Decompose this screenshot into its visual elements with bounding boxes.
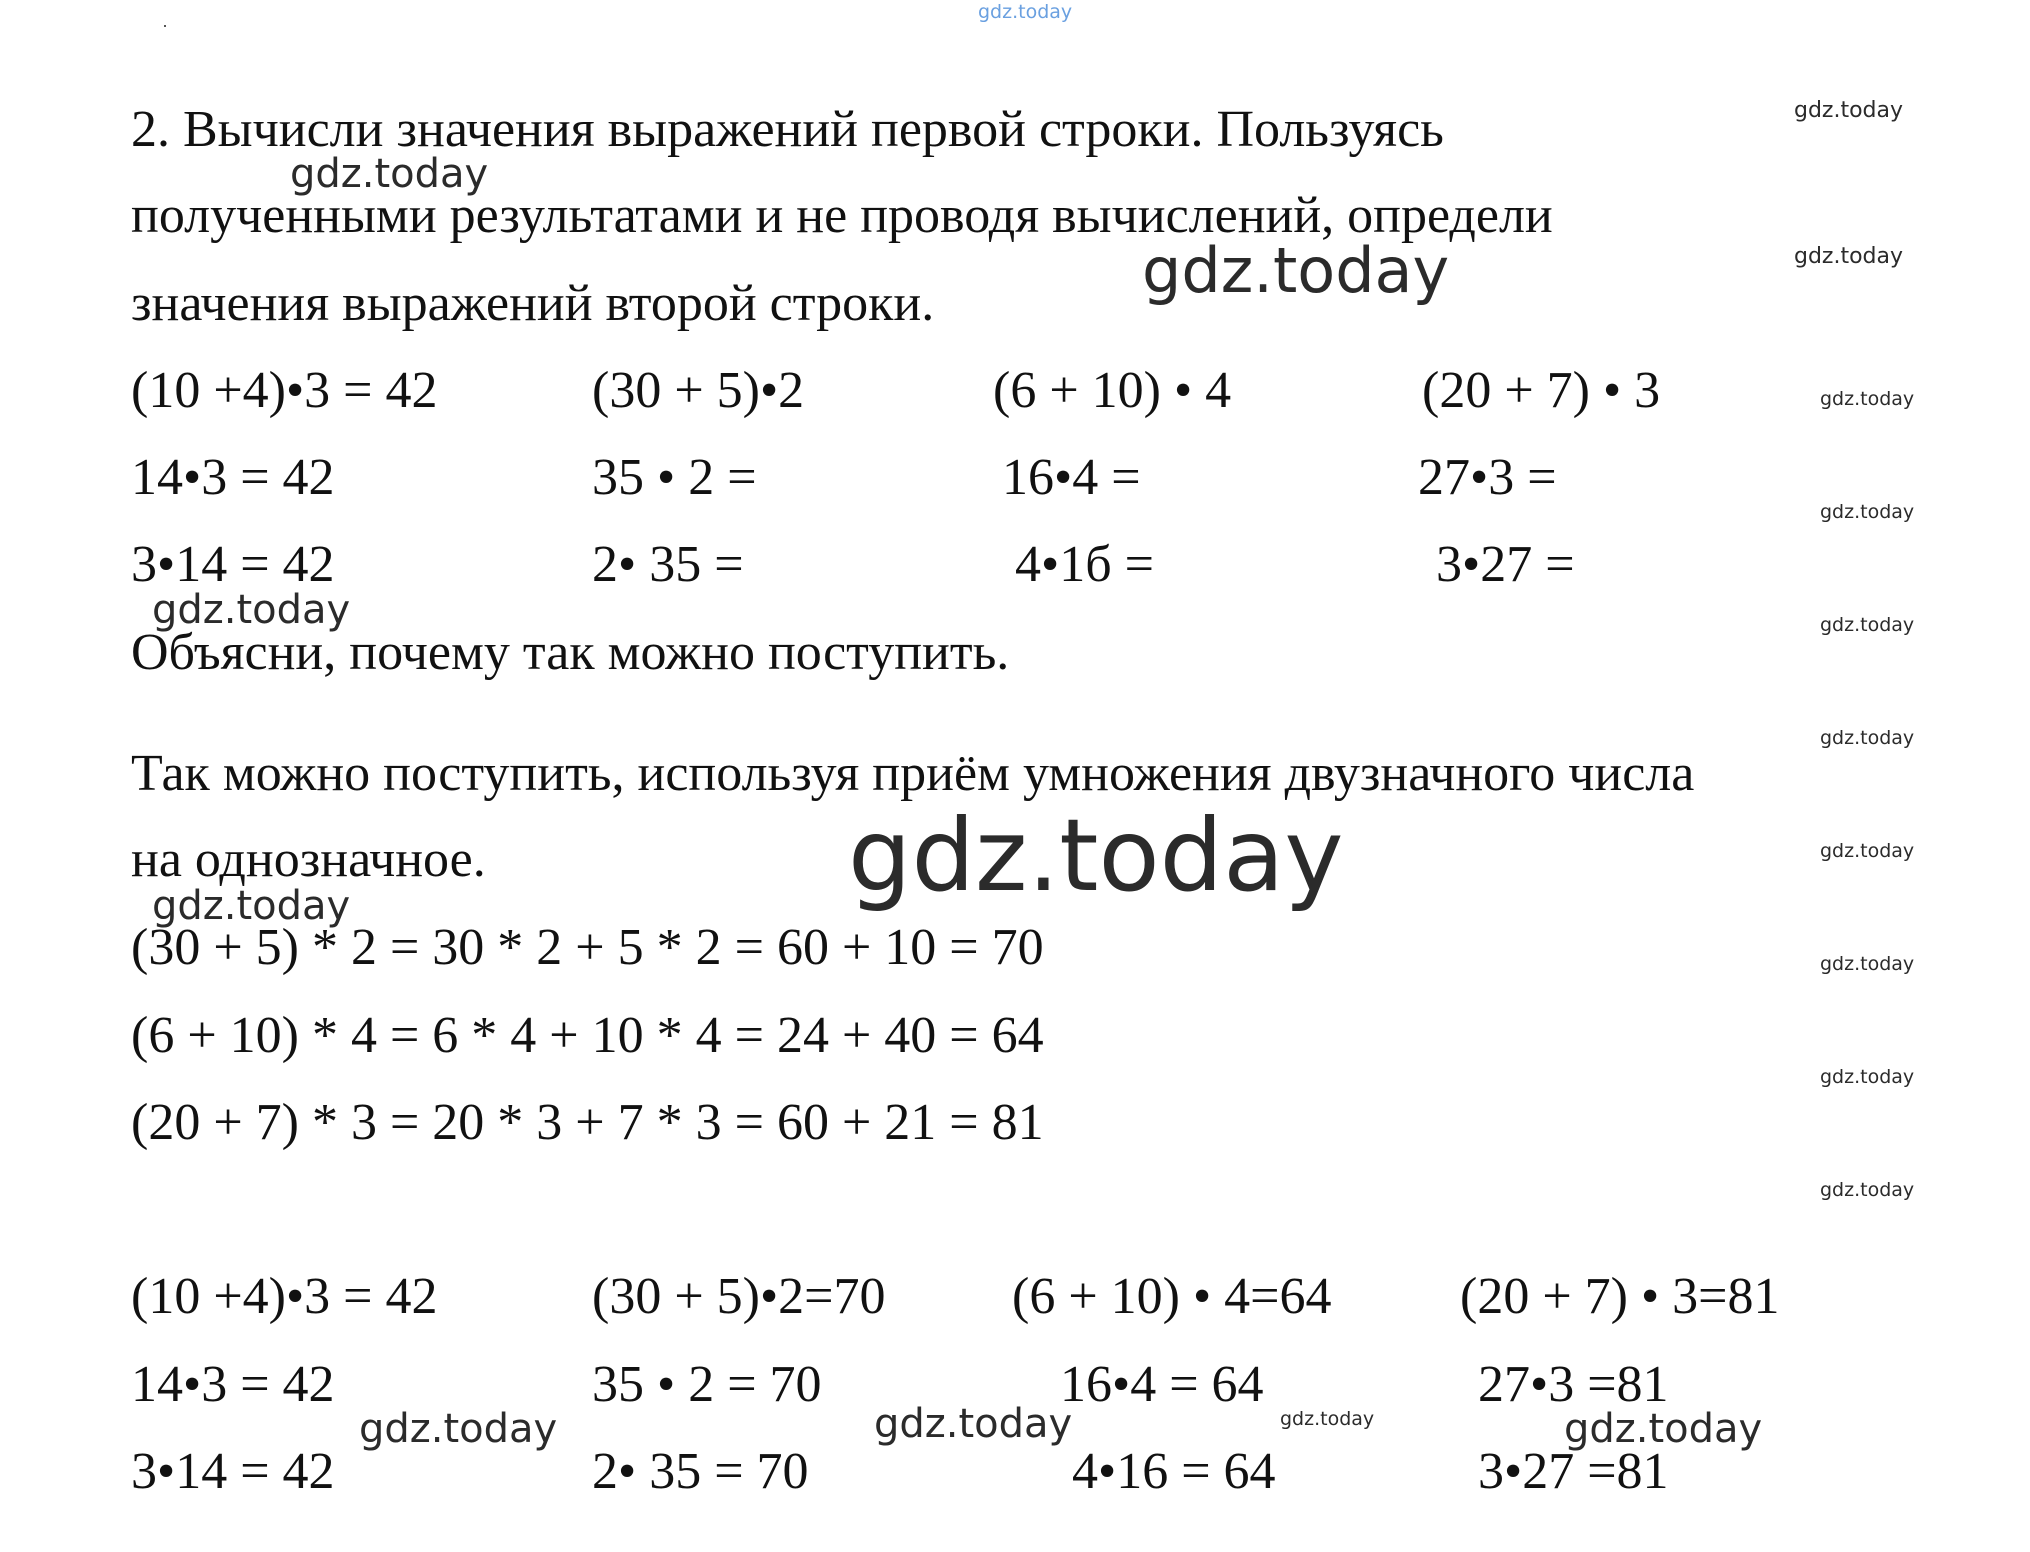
watermark: gdz.today [359, 1406, 558, 1452]
q-row3-col4: 3•27 = [1436, 536, 1575, 593]
watermark: gdz.today [1820, 840, 1915, 862]
explain-prompt: Объясни, почему так можно поступить. [131, 624, 1010, 681]
q-row2-col1: 14•3 = 42 [131, 449, 335, 506]
q-row2-col3: 16•4 = [1002, 449, 1141, 506]
watermark: gdz.today [1820, 614, 1915, 636]
q-row1-col1: (10 +4)•3 = 42 [131, 362, 438, 419]
q-row2-col4: 27•3 = [1418, 449, 1557, 506]
q-row1-col4: (20 + 7) • 3 [1422, 362, 1661, 419]
watermark: gdz.today [1794, 244, 1904, 269]
q-row3-col3: 4•1б = [1015, 536, 1154, 593]
watermark: gdz.today [874, 1401, 1073, 1447]
watermark: gdz.today [152, 587, 351, 633]
r-row3-col2: 2• 35 = 70 [592, 1443, 809, 1500]
watermark: gdz.today [1820, 501, 1915, 523]
calc-line-2: (6 + 10) * 4 = 6 * 4 + 10 * 4 = 24 + 40 = 64 [131, 1007, 1044, 1064]
answer-line-1: Так можно поступить, используя приём умножения двузначного числа [131, 745, 1695, 802]
q-row1-col3: (6 + 10) • 4 [993, 362, 1232, 419]
q-row2-col2: 35 • 2 = [592, 449, 757, 506]
r-row1-col3: (6 + 10) • 4=64 [1012, 1268, 1332, 1325]
watermark: gdz.today [1820, 1179, 1915, 1201]
r-row2-col1: 14•3 = 42 [131, 1356, 335, 1413]
watermark: gdz.today [1564, 1406, 1763, 1452]
watermark: gdz.today [848, 797, 1344, 914]
r-row1-col2: (30 + 5)•2=70 [592, 1268, 886, 1325]
answer-line-2: на однозначное. [131, 831, 486, 888]
calc-line-1: (30 + 5) * 2 = 30 * 2 + 5 * 2 = 60 + 10 = 70 [131, 919, 1044, 976]
watermark: gdz.today [1820, 727, 1915, 749]
r-row2-col2: 35 • 2 = 70 [592, 1356, 822, 1413]
q-row1-col2: (30 + 5)•2 [592, 362, 805, 419]
top-watermark: gdz.today [978, 1, 1073, 23]
watermark: gdz.today [152, 883, 351, 929]
task-line-2: полученными результатами и не проводя вычислений, определи [131, 187, 1553, 244]
calc-line-3: (20 + 7) * 3 = 20 * 3 + 7 * 3 = 60 + 21 = 81 [131, 1094, 1044, 1151]
watermark: gdz.today [1280, 1408, 1375, 1430]
watermark: gdz.today [1820, 953, 1915, 975]
q-row3-col1: 3•14 = 42 [131, 536, 335, 593]
task-line-1: 2. Вычисли значения выражений первой строки. Пользуясь [131, 101, 1444, 158]
task-line-3: значения выражений второй строки. [131, 275, 935, 332]
watermark: gdz.today [1820, 388, 1915, 410]
r-row3-col1: 3•14 = 42 [131, 1443, 335, 1500]
watermark: gdz.today [1820, 1066, 1915, 1088]
scan-speck [164, 25, 166, 27]
watermark: gdz.today [290, 151, 489, 197]
r-row2-col4: 27•3 =81 [1478, 1356, 1669, 1413]
watermark: gdz.today [1794, 98, 1904, 123]
r-row3-col4: 3•27 =81 [1478, 1443, 1669, 1500]
q-row3-col2: 2• 35 = [592, 536, 744, 593]
r-row1-col1: (10 +4)•3 = 42 [131, 1268, 438, 1325]
r-row2-col3: 16•4 = 64 [1060, 1356, 1264, 1413]
r-row3-col3: 4•16 = 64 [1072, 1443, 1276, 1500]
watermark: gdz.today [1142, 234, 1450, 307]
r-row1-col4: (20 + 7) • 3=81 [1460, 1268, 1780, 1325]
